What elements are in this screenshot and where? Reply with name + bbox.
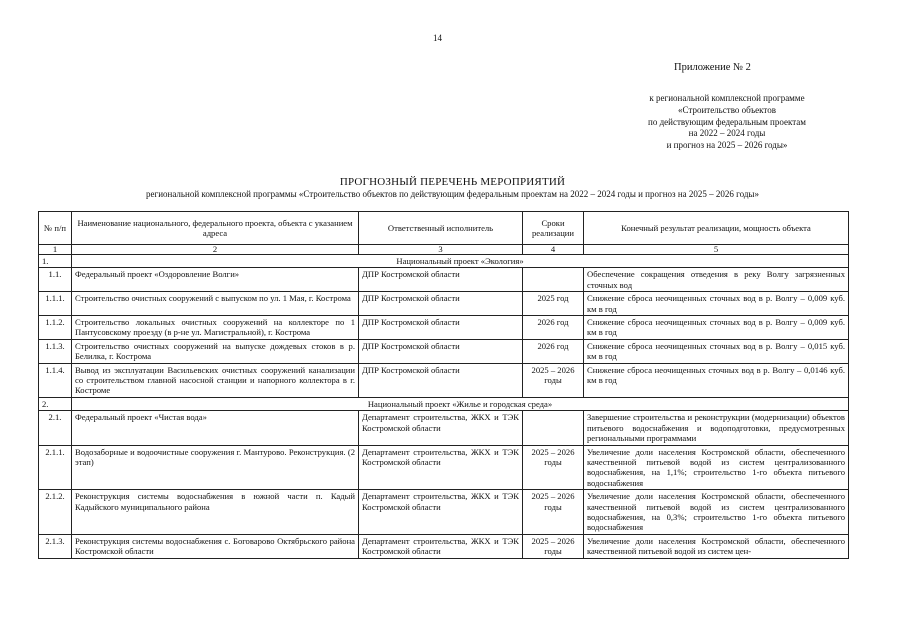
appendix-line: и прогноз на 2025 – 2026 годы» [666,140,788,151]
section-row [39,397,849,410]
row-result: Увеличение доли населения Костромской области, обеспеченного качественной питьевой водой из систем централизованного водоснабжения, на 0,3%; строительство 1-го объекта питьевого водоснабжения [584,490,849,535]
row-name: Федеральный проект «Чистая вода» [72,411,359,445]
document-title: ПРОГНОЗНЫЙ ПЕРЕЧЕНЬ МЕРОПРИЯТИЙ [339,176,566,188]
table-row [39,445,849,490]
row-num: 2.1.3. [39,534,72,558]
header-executor: Ответственный исполнитель [359,212,523,245]
row-executor: Департамент строительства, ЖКХ и ТЭК Костромской области [359,490,523,535]
row-term: 2025 – 2026 годы [523,490,584,535]
row-executor: ДПР Костромской области [359,363,523,397]
appendix-subtitle [627,93,827,152]
row-executor: ДПР Костромской области [359,316,523,340]
table-row [39,316,849,340]
row-result: Увеличение доли населения Костромской области, обеспеченного качественной питьевой водой из систем централизованного водоснабжения, на 1,1%; строительство 1-го объекта питьевого водоснабжения [584,445,849,490]
column-index-row [39,245,849,255]
row-num: 2.1. [39,411,72,445]
row-term: 2025 – 2026 годы [523,445,584,490]
column-index: 4 [523,245,584,255]
appendix-title: Приложение № 2 [674,62,751,73]
row-term: 2026 год [523,339,584,363]
column-index: 3 [359,245,523,255]
row-result: Снижение сброса неочищенных сточных вод в р. Волгу – 0,009 куб. км в год [584,316,849,340]
appendix-line: «Строительство объектов [678,104,776,115]
row-name: Строительство очистных сооружений с выпуском по ул. 1 Мая, г. Кострома [72,292,359,316]
row-result: Снижение сброса неочищенных сточных вод в р. Волгу – 0,0146 куб. км в год [584,363,849,397]
row-num: 2.1.2. [39,490,72,535]
row-term: 2025 – 2026 годы [523,534,584,558]
table-row [39,363,849,397]
row-executor: Департамент строительства, ЖКХ и ТЭК Костромской области [359,534,523,558]
row-num: 1.1.3. [39,339,72,363]
table-row [39,411,849,445]
row-result: Обеспечение сокращения отведения в реку Волгу загрязненных сточных вод [584,268,849,292]
row-num: 1.1.2. [39,316,72,340]
row-executor: ДПР Костромской области [359,339,523,363]
section-row [39,255,849,268]
row-result: Завершение строительства и реконструкции (модернизации) объектов питьевого водоснабжения и водоподготовки, предусмотренных региональными программами [584,411,849,445]
table-row [39,339,849,363]
appendix-line: к региональной комплексной программе [649,93,805,103]
section-num: 1. [39,255,72,268]
column-index: 5 [584,245,849,255]
row-name: Федеральный проект «Оздоровление Волги» [72,268,359,292]
appendix-line: на 2022 – 2024 годы [688,128,766,139]
measures-table [38,211,849,559]
row-executor: ДПР Костромской области [359,268,523,292]
row-num: 1.1. [39,268,72,292]
appendix-line: по действующим федеральным проектам [648,116,806,127]
header-num: № п/п [39,212,72,245]
row-term [523,411,584,445]
row-name: Строительство локальных очистных сооружений на коллекторе по 1 Пантусовскому проезду (в р-не ул. Магистральной), г. Кострома [72,316,359,340]
row-name: Строительство очистных сооружений на выпуске дождевых стоков в р. Белилка, г. Кострома [72,339,359,363]
header-result: Конечный результат реализации, мощность объекта [584,212,849,245]
row-term: 2026 год [523,316,584,340]
table-row [39,292,849,316]
column-index: 1 [39,245,72,255]
document-subtitle: региональной комплексной программы «Строительство объектов по действующим федеральным проектам на 2022 – 2024 годы и прогноз на 2025 – 2026 годы» [146,189,759,199]
table-row [39,268,849,292]
row-name: Реконструкция системы водоснабжения с. Боговарово Октябрьского района Костромской области [72,534,359,558]
header-term: Сроки реализации [523,212,584,245]
row-executor: ДПР Костромской области [359,292,523,316]
row-result: Снижение сброса неочищенных сточных вод в р. Волгу – 0,015 куб. км в год [584,339,849,363]
header-name: Наименование национального, федерального проекта, объекта с указанием адреса [72,212,359,245]
row-executor: Департамент строительства, ЖКХ и ТЭК Костромской области [359,445,523,490]
section-num: 2. [39,397,72,410]
page-number: 14 [433,33,442,43]
row-result: Снижение сброса неочищенных сточных вод в р. Волгу – 0,009 куб. км в год [584,292,849,316]
table-row [39,534,849,558]
row-executor: Департамент строительства, ЖКХ и ТЭК Костромской области [359,411,523,445]
row-num: 2.1.1. [39,445,72,490]
row-name: Вывод из эксплуатации Васильевских очистных сооружений канализации со строительством главной насосной станции и напорного коллектора в г. Костроме [72,363,359,397]
table-header-row [39,212,849,245]
row-result: Увеличение доли населения Костромской области, обеспеченного качественной питьевой водой из систем цен- [584,534,849,558]
table-row [39,490,849,535]
column-index: 2 [72,245,359,255]
section-title: Национальный проект «Экология» [72,255,849,268]
section-title: Национальный проект «Жилье и городская среда» [72,397,849,410]
row-name: Водозаборные и водоочистные сооружения г. Мантурово. Реконструкция. (2 этап) [72,445,359,490]
row-num: 1.1.4. [39,363,72,397]
row-num: 1.1.1. [39,292,72,316]
row-term: 2025 – 2026 годы [523,363,584,397]
row-term: 2025 год [523,292,584,316]
row-name: Реконструкция системы водоснабжения в южной части п. Кадый Кадыйского муниципального района [72,490,359,535]
row-term [523,268,584,292]
